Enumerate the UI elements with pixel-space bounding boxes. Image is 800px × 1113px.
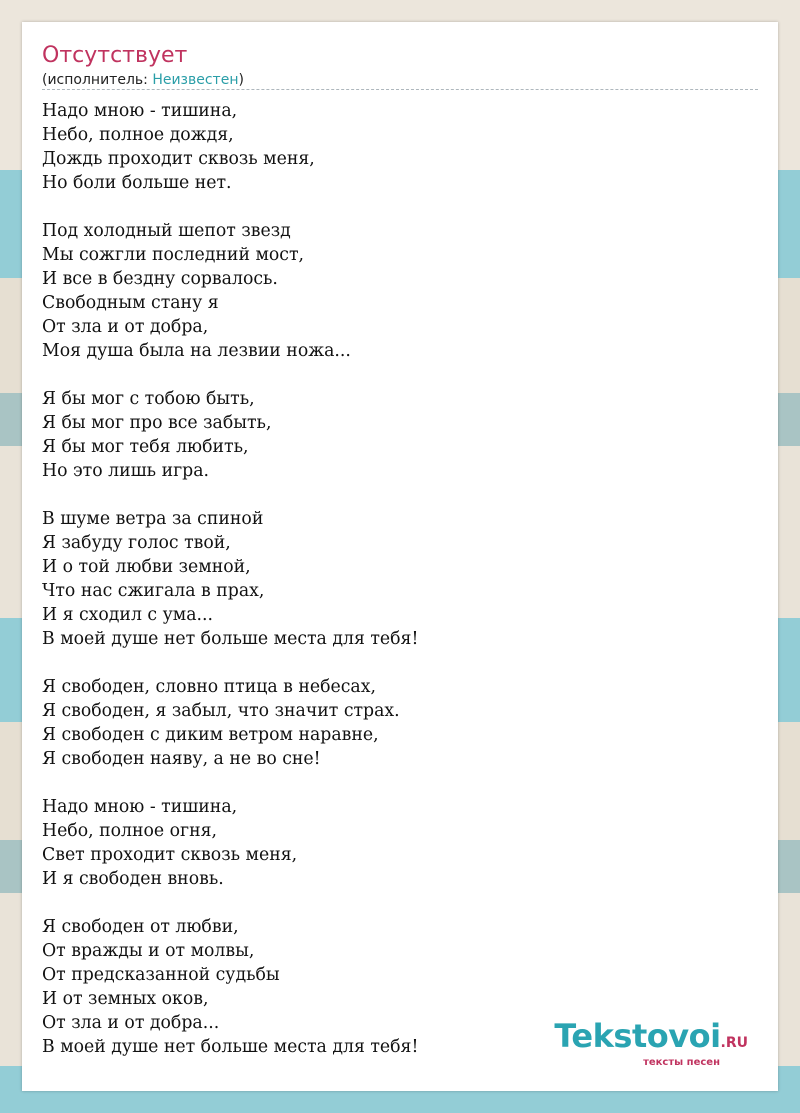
song-title: Отсутствует: [42, 43, 188, 68]
logo-tld: .RU: [720, 1035, 748, 1051]
site-logo[interactable]: [554, 1019, 748, 1069]
lyrics-card: [22, 22, 778, 1091]
title-divider: [42, 89, 758, 90]
logo-wordmark: [554, 1019, 748, 1060]
logo-name: Tekstovoi: [554, 1017, 721, 1055]
artist-suffix: ): [238, 72, 244, 88]
logo-tagline: тексты песен: [643, 1057, 720, 1068]
lyrics-text: Надо мною - тишина, Небо, полное дождя, Дождь проходит сквозь меня, Но боли больше нет. Под холодный шепот звезд Мы сожгли последний мост, И все в бездну сорвалось. Свободным стану я От зла и от добра, Моя душа была на лезвии ножа... Я бы мог с тобою быть, Я бы мог про все забыть, Я бы мог тебя любить, Но это лишь игра. В шуме ветра за спиной Я забуду голос твой, И о той любви земной, Что нас сжигала в прах, И я сходил с ума... В моей душе нет больше места для тебя! Я свободен, словно птица в небесах, Я свободен, я забыл, что значит страх. Я свободен с диким ветром наравне, Я свободен наяву, а не во сне! Надо мною - тишина, Небо, полное огня, Свет проходит сквозь меня, И я свободен вновь. Я свободен от любви, От вражды и от молвы, От предсказанной судьбы И от земных оков, От зла и от добра... В моей душе нет больше места для тебя!: [42, 101, 419, 1057]
artist-line: [42, 71, 244, 89]
artist-prefix: (исполнитель:: [42, 72, 153, 88]
artist-link[interactable]: Неизвестен: [152, 72, 239, 88]
